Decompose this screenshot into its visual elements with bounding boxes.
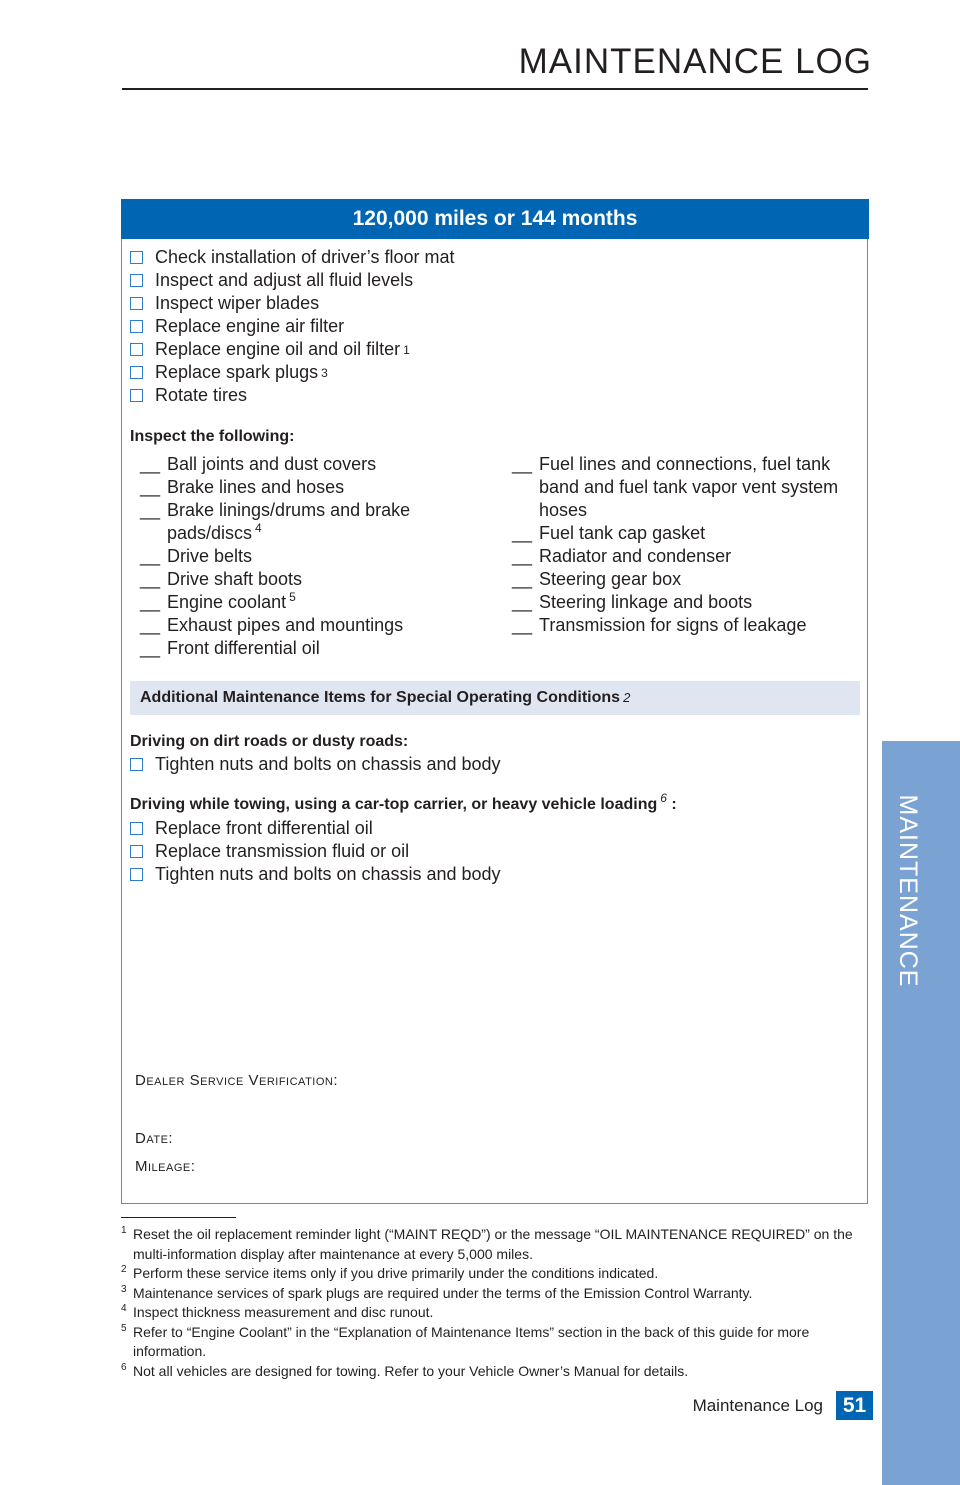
inspect-item-text: Brake lines and hoses	[167, 477, 345, 497]
date-label: Date:	[135, 1130, 174, 1147]
footnote-number: 2	[121, 1264, 127, 1275]
towing-checklist	[130, 817, 501, 886]
inspect-item	[512, 614, 864, 637]
section-side-tab	[882, 741, 960, 1485]
footnote-text: Refer to “Engine Coolant” in the “Explanation of Maintenance Items” section in the back of this guide for more information.	[133, 1323, 810, 1359]
checklist-item	[130, 753, 501, 776]
checkbox[interactable]	[130, 822, 143, 835]
checkbox[interactable]	[130, 274, 143, 287]
inspect-item	[512, 591, 864, 614]
inspect-item	[140, 499, 480, 545]
inspect-item-text: Exhaust pipes and mountings	[167, 615, 404, 635]
checklist-item	[130, 817, 501, 840]
checkbox[interactable]	[130, 251, 143, 264]
interval-header: 120,000 miles or 144 months	[121, 199, 869, 239]
checkbox[interactable]	[130, 758, 143, 771]
footnote-text: Not all vehicles are designed for towing. Refer to your Vehicle Owner’s Manual for details.	[133, 1362, 689, 1379]
inspect-list-right	[512, 453, 864, 637]
inspect-item	[512, 568, 864, 591]
checklist-item-text: Check installation of driver’s floor mat	[155, 247, 455, 267]
inspect-item	[512, 545, 864, 568]
inspect-item-text: Steering gear box	[539, 569, 682, 589]
checkbox[interactable]	[130, 366, 143, 379]
inspect-item-text: Fuel lines and connections, fuel tank band and fuel tank vapor vent system hoses	[539, 454, 839, 520]
checkbox[interactable]	[130, 297, 143, 310]
page-title: MAINTENANCE LOG	[518, 42, 872, 81]
special-conditions-bar: Additional Maintenance Items for Special Operating Conditions 2	[130, 681, 860, 715]
checklist-item	[130, 246, 454, 269]
checklist-item-text: Rotate tires	[155, 385, 248, 405]
footnote-number: 5	[121, 1322, 127, 1334]
blank-line: __	[140, 615, 161, 635]
dirt-roads-label: Driving on dirt roads or dusty roads:	[130, 733, 409, 750]
checklist-item	[130, 315, 454, 338]
blank-line: __	[512, 569, 533, 589]
footnote-text: Reset the oil replacement reminder light (“MAINT REQD”) or the message “OIL MAINTENANCE REQUIRED” on the multi-information display after maintenance at every 5,000 miles.	[133, 1226, 853, 1262]
footnote	[121, 1264, 861, 1284]
inspect-item-text: Ball joints and dust covers	[167, 454, 377, 474]
checklist-item	[130, 840, 501, 863]
checklist-item	[130, 384, 454, 407]
dealer-verification-label: Dealer Service Verification:	[135, 1072, 339, 1089]
checklist-item-text: Inspect and adjust all fluid levels	[155, 270, 414, 290]
footnote	[121, 1225, 861, 1264]
dirt-roads-checklist	[130, 753, 501, 776]
checklist-item-text: Tighten nuts and bolts on chassis and body	[155, 864, 501, 884]
checklist-item-text: Inspect wiper blades	[155, 293, 320, 313]
inspect-item	[140, 637, 480, 660]
checklist-item-text: Replace engine air filter	[155, 316, 345, 336]
blank-line: __	[140, 454, 161, 474]
footnote-text: Maintenance services of spark plugs are required under the terms of the Emission Control Warranty.	[133, 1284, 753, 1301]
blank-line: __	[512, 546, 533, 566]
inspect-item-text: Radiator and condenser	[539, 546, 732, 566]
footnote-ref: 4	[255, 521, 262, 535]
blank-line: __	[140, 569, 161, 589]
inspect-item	[512, 522, 864, 545]
footnote-text: Inspect thickness measurement and disc runout.	[133, 1304, 434, 1320]
inspect-item	[512, 453, 864, 522]
blank-line: __	[512, 454, 533, 474]
footnote	[121, 1362, 861, 1382]
footnote-ref: 6	[660, 791, 667, 805]
footnotes	[121, 1225, 861, 1381]
checkbox[interactable]	[130, 845, 143, 858]
page-number: 51	[836, 1391, 873, 1420]
blank-line: __	[140, 592, 161, 612]
checklist-item-text: Replace front differential oil	[155, 818, 373, 838]
checklist-item	[130, 863, 501, 886]
blank-line: __	[512, 592, 533, 612]
checkbox[interactable]	[130, 868, 143, 881]
checklist-item-text: Replace engine oil and oil filter	[155, 339, 401, 359]
blank-line: __	[140, 638, 161, 658]
inspect-item	[140, 568, 480, 591]
footer-label: Maintenance Log	[692, 1396, 823, 1415]
footnote-divider	[121, 1217, 236, 1218]
footnote-text: Perform these service items only if you drive primarily under the conditions indicated.	[133, 1265, 659, 1281]
inspect-item-text: Steering linkage and boots	[539, 592, 753, 612]
checklist-item-text: Tighten nuts and bolts on chassis and body	[155, 754, 501, 774]
service-checklist	[130, 246, 454, 407]
blank-line: __	[140, 477, 161, 497]
mileage-label: Mileage:	[135, 1158, 196, 1175]
inspect-item	[140, 545, 480, 568]
side-tab-label: MAINTENANCE	[894, 794, 922, 988]
title-divider	[122, 88, 868, 90]
inspect-item-text: Engine coolant	[167, 592, 287, 612]
footnote-number: 4	[121, 1303, 127, 1314]
maintenance-interval-box	[121, 199, 868, 1204]
checklist-item-text: Replace spark plugs	[155, 362, 319, 382]
blank-line: __	[140, 500, 161, 520]
checklist-item: Replace spark plugs 3	[130, 361, 454, 384]
towing-label-text: Driving while towing, using a car-top carrier, or heavy vehicle loading	[130, 796, 658, 813]
footnote-number: 1	[121, 1225, 127, 1236]
special-conditions-title: Additional Maintenance Items for Special Operating Conditions	[140, 689, 621, 706]
towing-label	[130, 791, 677, 814]
footnote	[121, 1284, 861, 1304]
inspect-item-text: Front differential oil	[167, 638, 320, 658]
towing-label-colon: :	[666, 796, 677, 813]
checklist-item: Replace engine oil and oil filter 1	[130, 338, 454, 361]
footnote	[121, 1323, 861, 1362]
inspect-item-text: Transmission for signs of leakage	[539, 615, 807, 635]
blank-line: __	[512, 523, 533, 543]
footnote-number: 6	[121, 1361, 127, 1373]
inspect-item-text: Fuel tank cap gasket	[539, 523, 706, 543]
inspect-item-text: Brake linings/drums and brake pads/discs	[167, 500, 411, 543]
inspect-item	[140, 476, 480, 499]
inspect-list-left	[140, 453, 480, 660]
blank-line: __	[140, 546, 161, 566]
checkbox[interactable]	[130, 320, 143, 333]
footnote-ref: 5	[289, 590, 296, 604]
inspect-item	[140, 614, 480, 637]
inspect-item	[140, 591, 480, 614]
checkbox[interactable]	[130, 343, 143, 356]
inspect-item-text: Drive belts	[167, 546, 253, 566]
checklist-item-text: Replace transmission fluid or oil	[155, 841, 410, 861]
blank-line: __	[512, 615, 533, 635]
inspect-label: Inspect the following:	[130, 428, 295, 445]
inspect-item	[140, 453, 480, 476]
footnote	[121, 1303, 861, 1323]
checklist-item	[130, 292, 454, 315]
inspect-item-text: Drive shaft boots	[167, 569, 303, 589]
footnote-number: 3	[121, 1283, 127, 1295]
checklist-item	[130, 269, 454, 292]
checkbox[interactable]	[130, 389, 143, 402]
